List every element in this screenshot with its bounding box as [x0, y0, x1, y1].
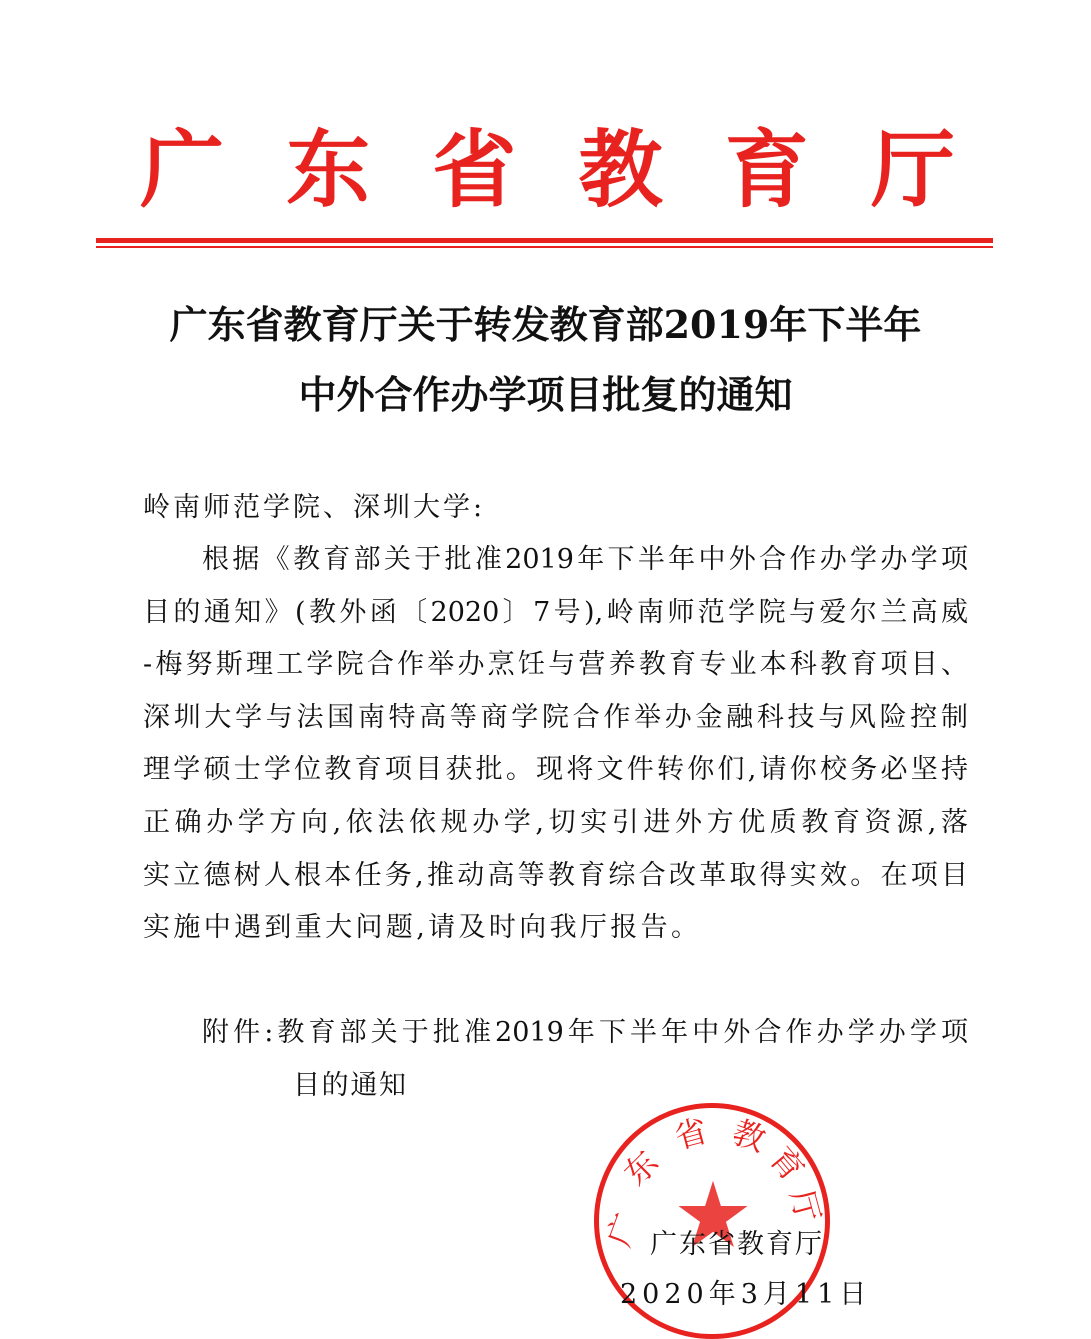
body-line: -梅努斯理工学院合作举办烹饪与营养教育专业本科教育项目、: [143, 649, 968, 680]
seal-char: 育: [762, 1139, 812, 1189]
body-line: 实施中遇到重大问题,请及时向我厅报告。: [143, 912, 698, 943]
attachment-line1: 附件:教育部关于批准2019年下半年中外合作办学办学项: [202, 1017, 968, 1048]
letterhead-char: 厅: [870, 121, 955, 219]
signature-date: 2020年3月11日: [620, 1279, 872, 1310]
body-line: 理学硕士学位教育项目获批。现将文件转你们,请你校务必坚持: [143, 754, 968, 785]
letterhead-char: 省: [432, 121, 517, 219]
body-line: 目的通知》(教外函〔2020〕7号),岭南师范学院与爱尔兰高威: [143, 597, 968, 628]
seal-char: 广: [599, 1208, 647, 1252]
letterhead-char: 教: [578, 121, 663, 219]
seal-char: 厅: [782, 1185, 828, 1227]
red-rule-thick: [96, 238, 993, 243]
letterhead-char: 广: [140, 121, 225, 219]
seal-char: 东: [616, 1143, 666, 1193]
document-title-line2: 中外合作办学项目批复的通知: [298, 372, 793, 417]
red-rule-thin: [96, 246, 993, 248]
letterhead: [140, 121, 955, 219]
letterhead-char: 东: [286, 121, 371, 219]
body-line: 深圳大学与法国南特高等商学院合作举办金融科技与风险控制: [143, 702, 968, 733]
attachment-line2: 目的通知: [293, 1070, 406, 1101]
seal-char: 省: [670, 1111, 712, 1157]
letterhead-char: 育: [724, 121, 809, 219]
body-line: 正确办学方向,依法依规办学,切实引进外方优质教育资源,落: [143, 807, 968, 838]
document-title-line1: 广东省教育厅关于转发教育部2019年下半年: [169, 302, 922, 347]
seal-char: 教: [727, 1112, 771, 1160]
addressee: 岭南师范学院、深圳大学:: [143, 492, 486, 523]
signature-org: 广东省教育厅: [650, 1229, 824, 1260]
body-line: 根据《教育部关于批准2019年下半年中外合作办学办学项: [202, 544, 968, 575]
body-line: 实立德树人根本任务,推动高等教育综合改革取得实效。在项目: [143, 860, 968, 891]
